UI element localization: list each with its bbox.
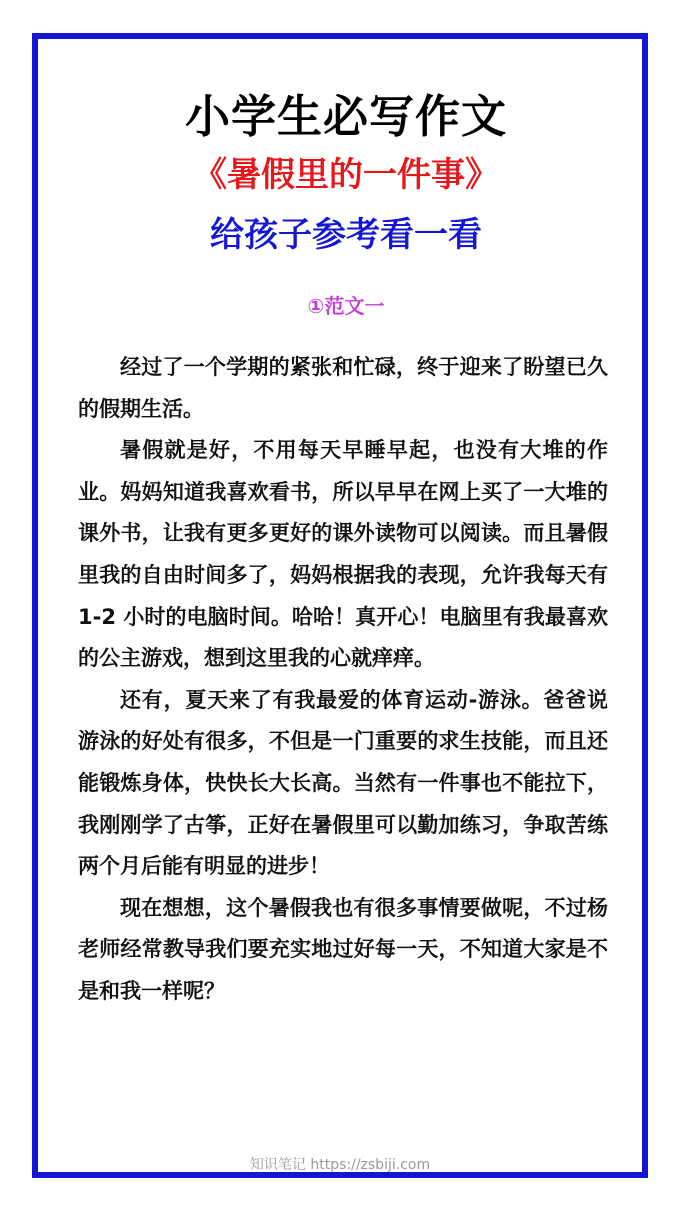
essay-subtitle: 《暑假里的一件事》 xyxy=(193,155,499,195)
essay-paragraph-4: 现在想想，这个暑假我也有很多事情要做呢，不过杨老师经常教导我们要充实地过好每一天，不知道大家是不是和我一样呢？ xyxy=(78,895,608,1003)
essay-paragraph-2: 暑假就是好，不用每天早睡早起，也没有大堆的作业。妈妈知道我喜欢看书，所以早早在网上买了一大堆的课外书，让我有更多更好的课外读物可以阅读。而且暑假里我的自由时间多了，妈妈根据我的表现，允许我每天有 1-2 小时的电脑时间。哈哈！真开心！电脑里有我最喜欢的公主游戏，想到这里我的心就痒痒。 xyxy=(78,438,608,671)
page-title: 小学生必写作文 xyxy=(184,90,507,143)
essay-paragraph-1: 经过了一个学期的紧张和忙碌，终于迎来了盼望已久的假期生活。 xyxy=(78,355,608,421)
tagline: 给孩子参考看一看 xyxy=(210,215,482,255)
essay-body xyxy=(78,347,608,1013)
essay-paragraph-3: 还有，夏天来了有我最爱的体育运动-游泳。爸爸说游泳的好处有很多，不但是一门重要的求生技能，而且还能锻炼身体，快快长大长高。当然有一件事也不能拉下，我刚刚学了古筝，正好在暑假里可以勤加练习，争取苦练两个月后能有明显的进步！ xyxy=(78,687,608,879)
watermark-footer: 知识笔记 https://zsbiji.com xyxy=(249,1157,431,1173)
section-label: ①范文一 xyxy=(307,294,385,318)
page-border-frame xyxy=(32,33,648,1178)
